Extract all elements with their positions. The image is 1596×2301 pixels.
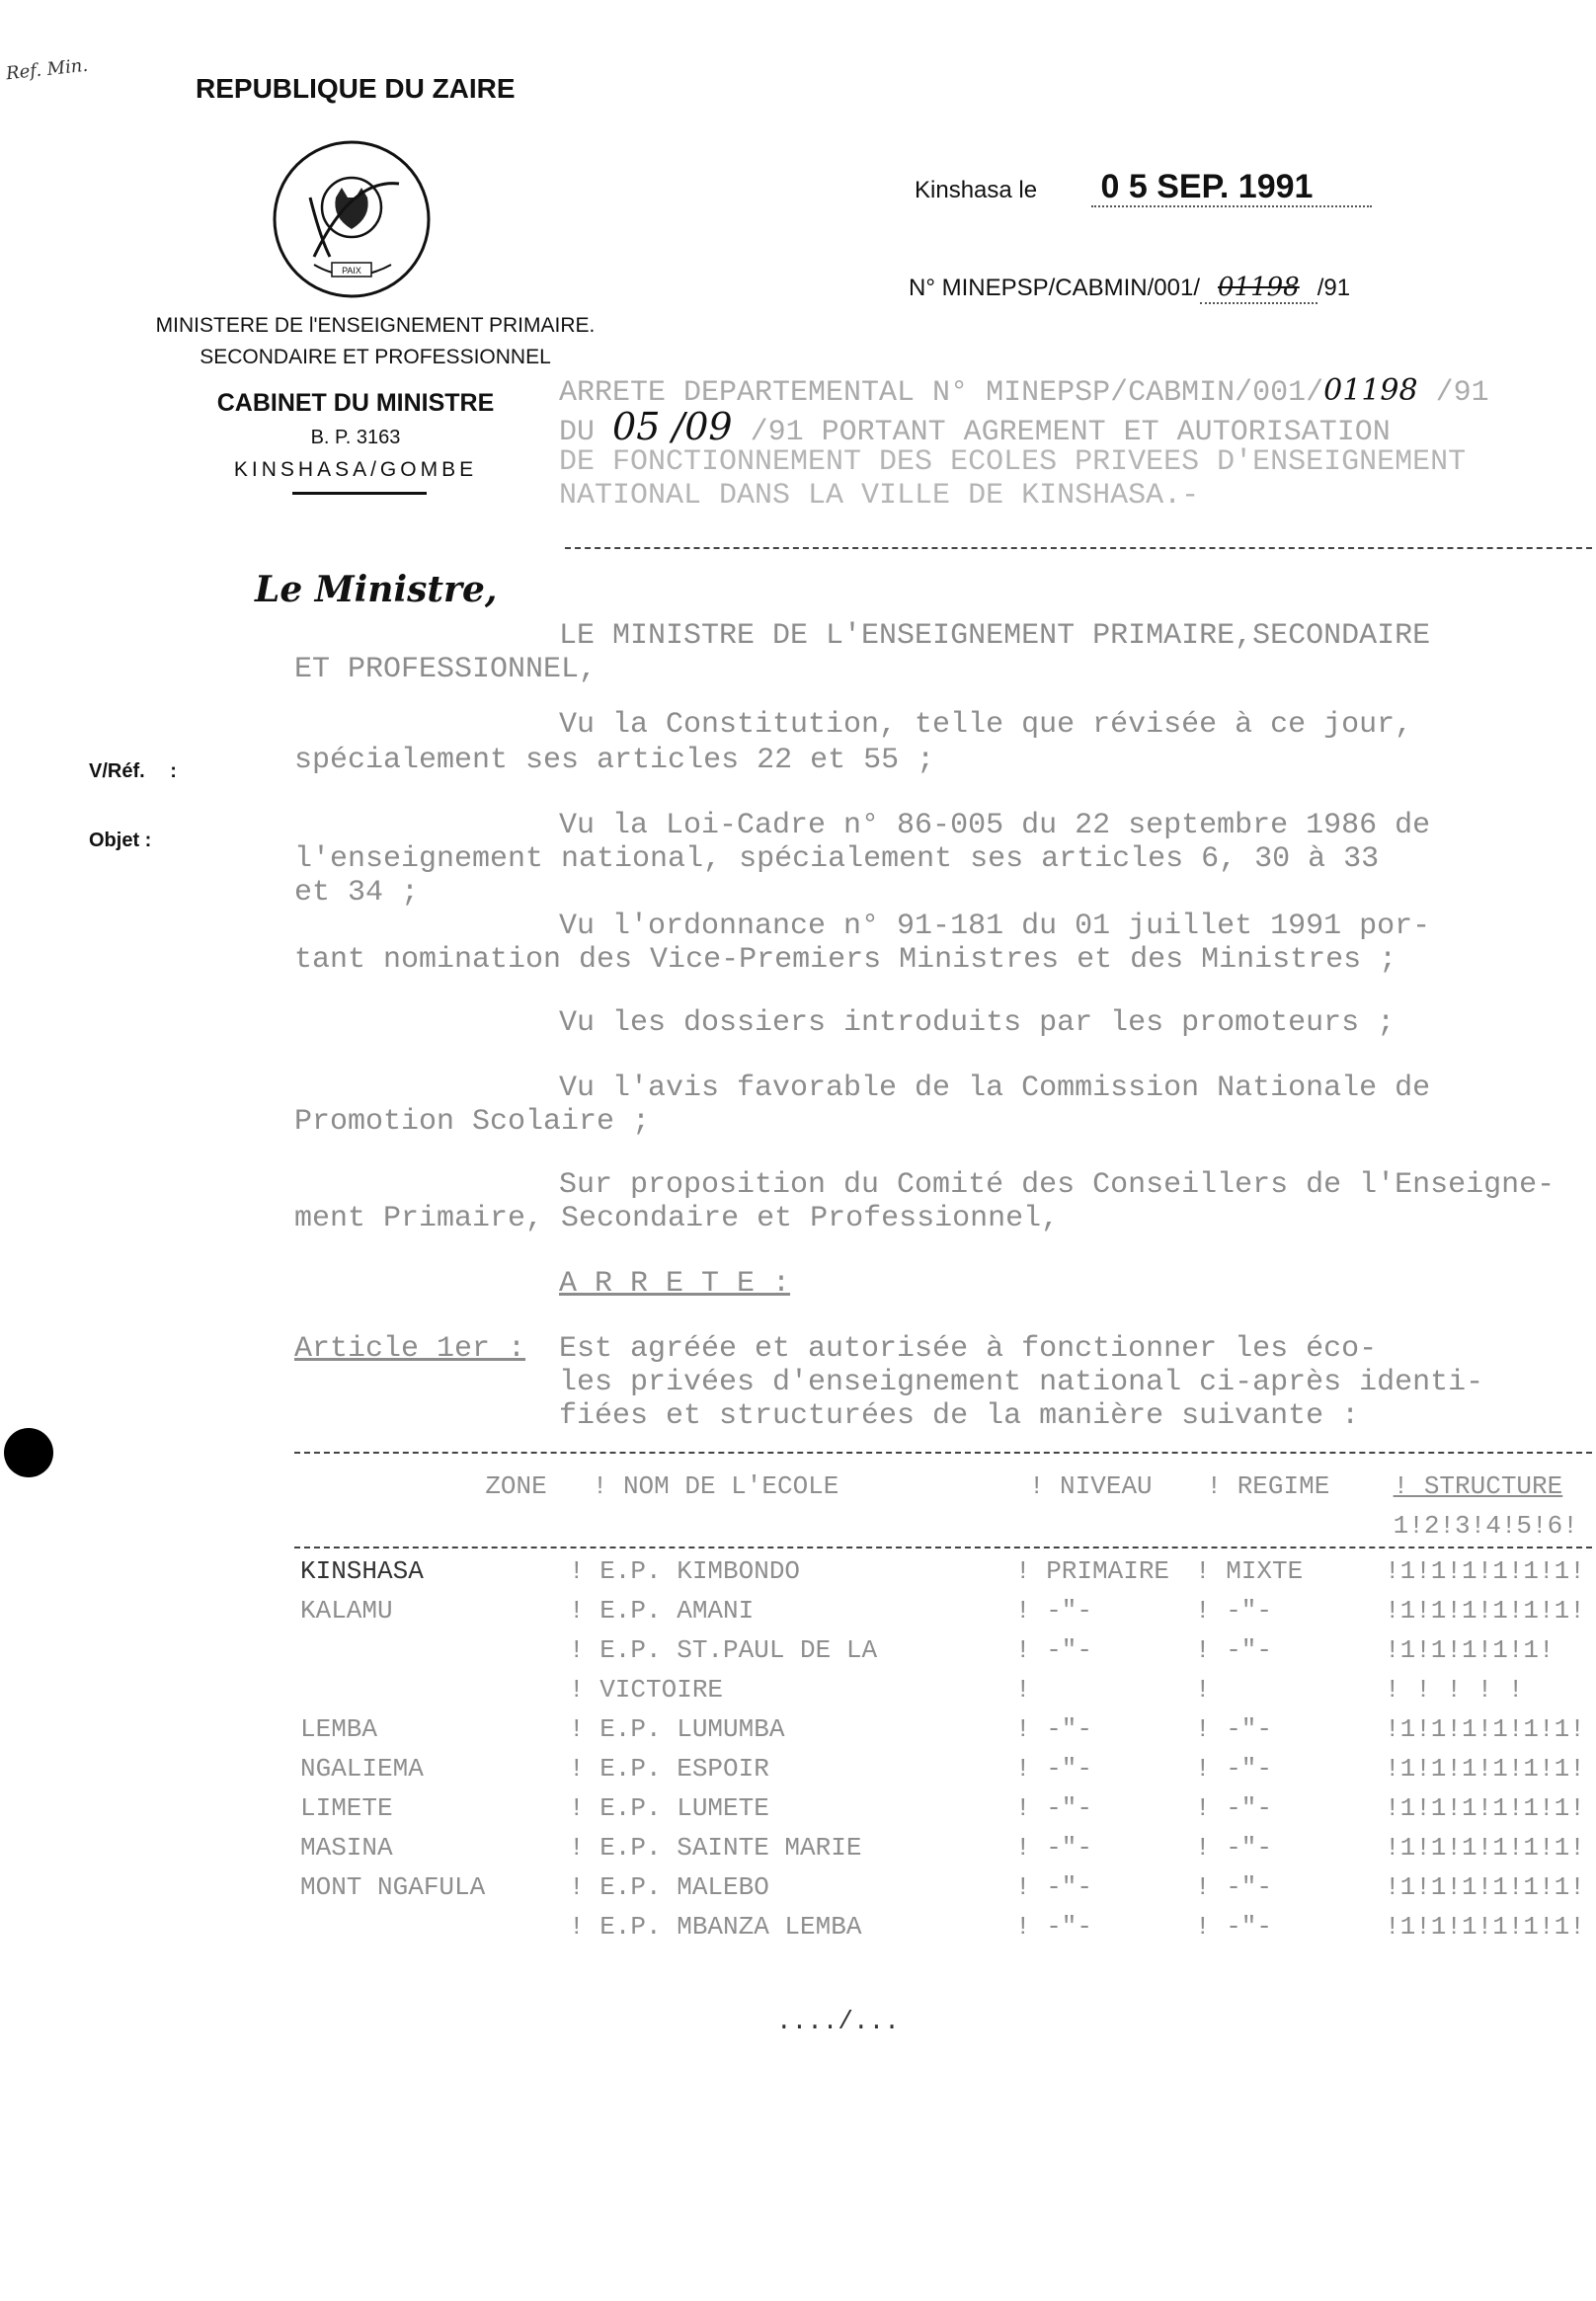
row-zone: MONT NGAFULA (300, 1872, 486, 1902)
row-niveau: ! -"- (1015, 1714, 1093, 1744)
row-structure: ! ! ! ! ! (1385, 1675, 1524, 1705)
row-niveau: ! -"- (1015, 1833, 1093, 1863)
body-vu-ordonnance: Vu l'ordonnance n° 91-181 du 01 juillet 1991 por- (559, 910, 1431, 943)
dateline-place: Kinshasa le (915, 177, 1038, 203)
row-school: ! E.P. ST.PAUL DE LA (569, 1635, 878, 1665)
row-structure: !1!1!1!1!1! (1385, 1635, 1555, 1665)
dateline (915, 168, 1477, 206)
schools-body-grid (294, 1556, 1591, 1951)
header-regime: ! REGIME (1206, 1471, 1330, 1501)
reference-prefix: N° MINEPSP/CABMIN/001/ (909, 275, 1201, 301)
hole-punch (4, 1428, 53, 1477)
corner-scribble: Ref. Min. (5, 54, 90, 85)
table-row (294, 1833, 1591, 1872)
body-vu-loi-cont1: l'enseignement national, spécialement ses articles 6, 30 à 33 (294, 842, 1380, 876)
body-sur-proposition: Sur proposition du Comité des Conseillers de l'Enseigne- (559, 1168, 1556, 1202)
dateline-date: 0 5 SEP. 1991 (1091, 168, 1373, 207)
vref-label: V/Réf. : (89, 760, 177, 782)
header-structure-sub: 1!2!3!4!5!6! (1393, 1511, 1578, 1541)
schools-grid (294, 1471, 1596, 1550)
row-structure: !1!1!1!1!1!1! (1385, 1833, 1585, 1863)
row-regime: ! -"- (1195, 1793, 1273, 1823)
row-niveau: ! -"- (1015, 1754, 1093, 1784)
row-niveau: ! PRIMAIRE (1015, 1556, 1170, 1586)
row-zone: LIMETE (300, 1793, 393, 1823)
cabinet-title: CABINET DU MINISTRE (216, 389, 495, 417)
continuation-marker: ..../... (776, 2007, 900, 2036)
heading-divider (565, 547, 1592, 549)
row-school: ! E.P. AMANI (569, 1596, 755, 1626)
row-zone: KINSHASA (300, 1556, 424, 1586)
body-vu-constitution: Vu la Constitution, telle que révisée à ce jour, (559, 708, 1413, 742)
row-zone: LEMBA (300, 1714, 378, 1744)
reference-number (909, 273, 1350, 302)
row-zone (294, 1635, 563, 1675)
row-structure: !1!1!1!1!1!1! (1385, 1754, 1585, 1784)
row-structure: !1!1!1!1!1!1! (1385, 1714, 1585, 1744)
body-sur-proposition-cont: ment Primaire, Secondaire et Professionnel, (294, 1202, 1060, 1235)
article-label: Article 1er : (294, 1332, 526, 1366)
row-school: ! VICTOIRE (569, 1675, 724, 1705)
reference-struck-number: 01198 (1200, 273, 1317, 304)
body-minister-cont: ET PROFESSIONNEL, (294, 653, 598, 686)
table-row (294, 1714, 1591, 1754)
row-niveau: ! -"- (1015, 1793, 1093, 1823)
row-zone: MASINA (300, 1833, 393, 1863)
city-label: KINSHASA/GOMBE (233, 458, 478, 481)
table-top-divider (294, 1452, 1592, 1454)
row-niveau: ! -"- (1015, 1635, 1093, 1665)
row-zone (294, 1912, 563, 1951)
body-vu-constitution-cont: spécialement ses articles 22 et 55 ; (294, 744, 935, 777)
ministry-line2: SECONDAIRE ET PROFESSIONNEL (200, 346, 551, 368)
row-regime: ! -"- (1195, 1635, 1273, 1665)
row-structure: !1!1!1!1!1!1! (1385, 1872, 1585, 1902)
row-school: ! E.P. LUMUMBA (569, 1714, 785, 1744)
table-row (294, 1675, 1591, 1714)
table-row (294, 1635, 1591, 1675)
header-structure: ! STRUCTURE (1393, 1471, 1563, 1501)
row-school: ! E.P. ESPOIR (569, 1754, 769, 1784)
row-regime: ! (1195, 1675, 1211, 1705)
ministry-line1: MINISTERE DE l'ENSEIGNEMENT PRIMAIRE. (155, 314, 596, 337)
minister-title: Le Ministre, (255, 569, 498, 610)
city-underline (292, 492, 427, 495)
row-regime: ! -"- (1195, 1833, 1273, 1863)
row-zone (294, 1675, 563, 1714)
row-regime: ! -"- (1195, 1872, 1273, 1902)
vref-text: V/Réf. (89, 760, 145, 782)
body-vu-avis: Vu l'avis favorable de la Commission Nationale de (559, 1071, 1431, 1105)
reference-suffix: /91 (1317, 275, 1351, 301)
header-school: ! NOM DE L'ECOLE (592, 1471, 839, 1501)
header-zone: ZONE (485, 1471, 547, 1501)
body-vu-avis-cont: Promotion Scolaire ; (294, 1105, 651, 1139)
row-niveau: ! -"- (1015, 1596, 1093, 1626)
row-structure: !1!1!1!1!1!1! (1385, 1793, 1585, 1823)
table-header-divider (294, 1547, 1592, 1548)
seal-motto: PAIX (342, 266, 361, 276)
body-vu-dossiers: Vu les dossiers introduits par les promoteurs ; (559, 1006, 1396, 1040)
row-niveau: ! -"- (1015, 1912, 1093, 1942)
leopard-seal-icon (271, 138, 433, 300)
objet-label: Objet : (89, 830, 152, 851)
table-row (294, 1793, 1591, 1833)
arrete-heading-line1: ARRETE DEPARTEMENTAL N° MINEPSP/CABMIN/001/01198 /91 (559, 373, 1489, 410)
row-regime: ! MIXTE (1195, 1556, 1304, 1586)
row-structure: !1!1!1!1!1!1! (1385, 1556, 1585, 1586)
row-school: ! E.P. MBANZA LEMBA (569, 1912, 862, 1942)
table-header-row (294, 1471, 1596, 1511)
row-niveau: ! -"- (1015, 1872, 1093, 1902)
schools-table-body (294, 1556, 1596, 1951)
arrete-heading-line2: DU 05 /09 /91 PORTANT AGREMENT ET AUTORISATION (559, 405, 1391, 449)
postal-box: B. P. 3163 (310, 427, 401, 448)
body-vu-loi: Vu la Loi-Cadre n° 86-005 du 22 septembre 1986 de (559, 809, 1431, 842)
table-row (294, 1556, 1591, 1596)
body-minister: LE MINISTRE DE L'ENSEIGNEMENT PRIMAIRE,SECONDAIRE (559, 619, 1431, 653)
row-structure: !1!1!1!1!1!1! (1385, 1596, 1585, 1626)
article-text2: les privées d'enseignement national ci-après identi- (559, 1366, 1484, 1399)
row-school: ! E.P. MALEBO (569, 1872, 769, 1902)
row-regime: ! -"- (1195, 1596, 1273, 1626)
arrete-date: 05 /09 (612, 405, 733, 448)
country-title: REPUBLIQUE DU ZAIRE (196, 73, 516, 104)
national-seal (271, 138, 433, 300)
row-school: ! E.P. SAINTE MARIE (569, 1833, 862, 1863)
table-row (294, 1754, 1591, 1793)
article-text3: fiées et structurées de la manière suivante : (559, 1399, 1360, 1433)
arrete-heading (559, 373, 1592, 521)
table-row (294, 1596, 1591, 1635)
schools-table (294, 1471, 1596, 1550)
row-regime: ! -"- (1195, 1912, 1273, 1942)
arrete-number: 01198 (1323, 373, 1418, 408)
row-zone: NGALIEMA (300, 1754, 424, 1784)
table-header-sub-row (294, 1511, 1596, 1550)
header-niveau: ! NIVEAU (1028, 1471, 1153, 1501)
row-structure: !1!1!1!1!1!1! (1385, 1912, 1585, 1942)
row-niveau: ! (1015, 1675, 1031, 1705)
body-vu-loi-cont2: et 34 ; (294, 876, 420, 910)
body-arrete: A R R E T E : (559, 1267, 791, 1301)
row-regime: ! -"- (1195, 1714, 1273, 1744)
body-vu-ordonnance-cont: tant nomination des Vice-Premiers Ministres et des Ministres ; (294, 943, 1397, 977)
row-school: ! E.P. LUMETE (569, 1793, 769, 1823)
row-school: ! E.P. KIMBONDO (569, 1556, 801, 1586)
arrete-heading-line4: NATIONAL DANS LA VILLE DE KINSHASA.- (559, 479, 1200, 513)
article-text1: Est agréée et autorisée à fonctionner les éco- (559, 1332, 1378, 1366)
table-row (294, 1912, 1591, 1951)
row-regime: ! -"- (1195, 1754, 1273, 1784)
arrete-heading-line3: DE FONCTIONNEMENT DES ECOLES PRIVEES D'ENSEIGNEMENT (559, 445, 1467, 479)
row-zone: KALAMU (300, 1596, 393, 1626)
table-row (294, 1872, 1591, 1912)
